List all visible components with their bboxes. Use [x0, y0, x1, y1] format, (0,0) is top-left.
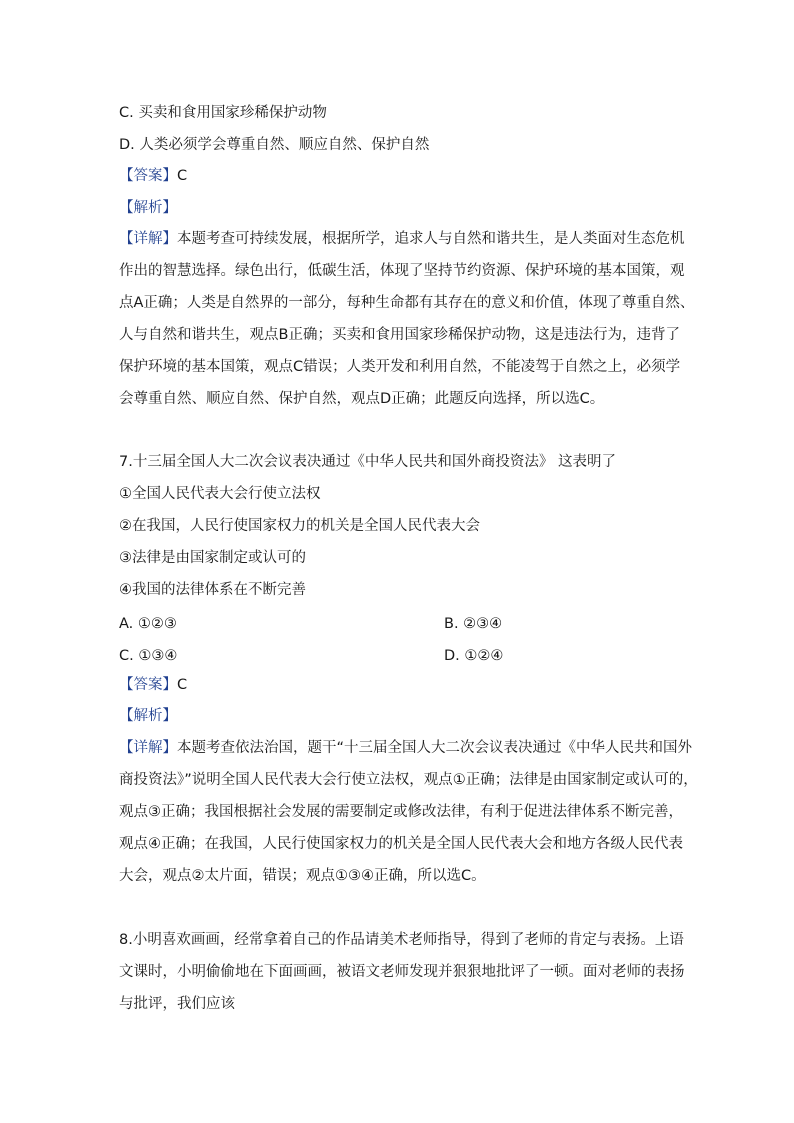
q6-detail-line-1: 作出的智慧选择。绿色出行，低碳生活，体现了坚持节约资源、保护环境的基本国策，观 — [119, 263, 685, 279]
answer-value: C — [177, 168, 188, 184]
q6-detail-line-2: 点A正确；人类是自然界的一部分，每种生命都有其存在的意义和价值，体现了尊重自然、 — [119, 295, 695, 311]
detail-tag: 【详解】 — [119, 740, 177, 756]
q7-answer — [119, 675, 187, 695]
q6-detail-line-3: 人与自然和谐共生，观点B正确；买卖和食用国家珍稀保护动物，这是违法行为，违背了 — [119, 327, 680, 343]
q6-option-c: C. 买卖和食用国家珍稀保护动物 — [119, 105, 327, 121]
q8-stem-line-1: 文课时，小明偷偷地在下面画画，被语文老师发现并狠狠地批评了一顿。面对老师的表扬 — [119, 964, 685, 980]
q7-option-a: A. ①②③ — [119, 616, 177, 632]
q6-detail-line-5: 会尊重自然、顺应自然、保护自然，观点D正确；此题反向选择，所以选C。 — [119, 391, 605, 407]
q6-analysis-tag: 【解析】 — [119, 200, 177, 216]
q7-detail-line-2: 观点③正确；我国根据社会发展的需要制定或修改法律，有利于促进法律体系不断完善， — [119, 804, 683, 820]
q7-detail-line-3: 观点④正确；在我国，人民行使国家权力的机关是全国人民代表大会和地方各级人民代表 — [119, 836, 683, 852]
q6-option-d: D. 人类必须学会尊重自然、顺应自然、保护自然 — [119, 137, 430, 153]
q8-stem-line-0: 8.小明喜欢画画，经常拿着自己的作品请美术老师指导，得到了老师的肯定与表扬。上语 — [119, 932, 684, 948]
q6-answer — [119, 166, 187, 186]
q6-detail-line-0 — [119, 229, 685, 249]
detail-tag: 【详解】 — [119, 231, 177, 247]
q7-item-4: ④我国的法律体系在不断完善 — [119, 582, 306, 598]
q7-detail-line-1: 商投资法》”说明全国人民代表大会行使立法权，观点①正确；法律是由国家制定或认可的， — [119, 772, 698, 788]
detail-text: 本题考查依法治国，题干“十三届全国人大二次会议表决通过《中华人民共和国外 — [177, 740, 693, 756]
q7-detail-line-0 — [119, 738, 692, 758]
q7-option-d: D. ①②④ — [444, 648, 504, 664]
answer-tag: 【答案】 — [119, 677, 177, 693]
q8-stem-line-2: 与批评，我们应该 — [119, 996, 235, 1012]
detail-text: 本题考查可持续发展，根据所学，追求人与自然和谐共生，是人类面对生态危机 — [177, 231, 685, 247]
q7-option-c: C. ①③④ — [119, 648, 178, 664]
answer-tag: 【答案】 — [119, 168, 177, 184]
q7-option-b: B. ②③④ — [444, 616, 503, 632]
q7-stem: 7.十三届全国人大二次会议表决通过《中华人民共和国外商投资法》 这表明了 — [119, 454, 616, 470]
q7-item-1: ①全国人民代表大会行使立法权 — [119, 486, 321, 502]
q7-item-2: ②在我国，人民行使国家权力的机关是全国人民代表大会 — [119, 518, 480, 534]
q7-analysis-tag: 【解析】 — [119, 708, 177, 724]
q7-detail-line-4: 大会，观点②太片面，错误；观点①③④正确，所以选C。 — [119, 868, 486, 884]
answer-value: C — [177, 677, 188, 693]
q7-item-3: ③法律是由国家制定或认可的 — [119, 550, 306, 566]
q6-detail-line-4: 保护环境的基本国策，观点C错误；人类开发和利用自然，不能凌驾于自然之上，必须学 — [119, 359, 681, 375]
